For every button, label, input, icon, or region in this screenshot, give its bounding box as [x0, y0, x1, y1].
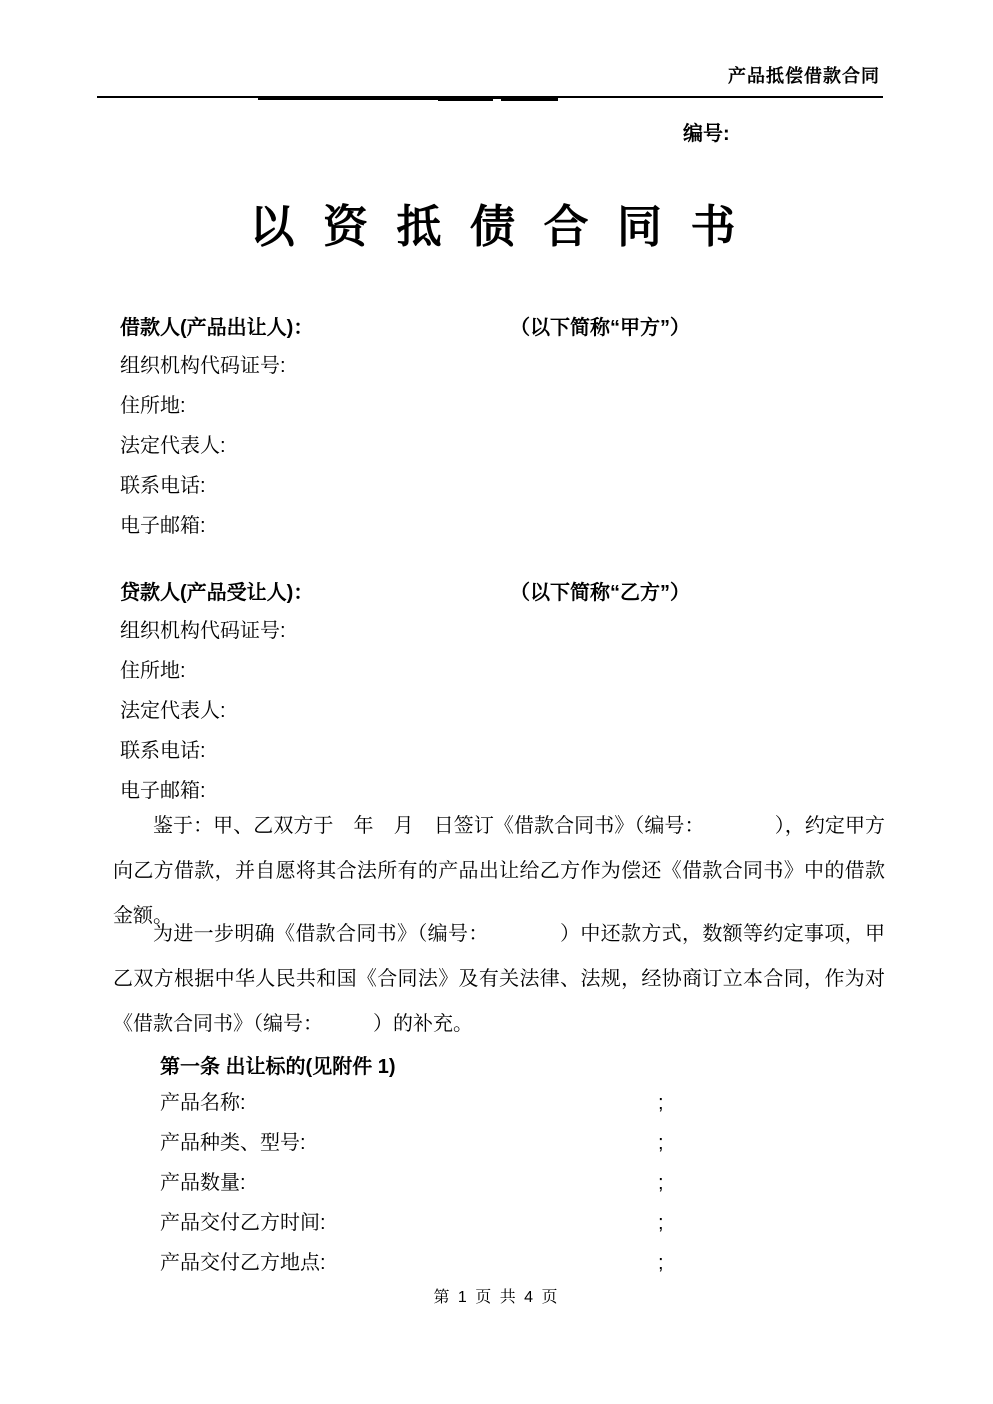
field-label: 法定代表人: [120, 435, 226, 457]
page-footer: 第 1 页 共 4 页 [433, 1289, 560, 1306]
clause-1-items [160, 1083, 760, 1283]
clause-item-label: 产品种类、型号: [160, 1132, 306, 1154]
document-number-label: 编号: [683, 123, 730, 145]
clause-item-semicolon: ; [658, 1132, 664, 1154]
document-title: 以 资 抵 债 合 同 书 [249, 201, 744, 252]
header-rule-gap [493, 99, 501, 102]
clause-item-label: 产品数量: [160, 1172, 246, 1194]
field-label: 电子邮箱: [120, 515, 206, 537]
party-b-label: 贷款人(产品受让人)： [120, 582, 314, 604]
party-a-label: 借款人(产品出让人)： [120, 317, 314, 339]
header-rule [97, 96, 883, 103]
field-label: 电子邮箱: [120, 780, 206, 802]
field-label: 法定代表人: [120, 700, 226, 722]
party-a-heading [120, 311, 890, 337]
clause-item-semicolon: ; [658, 1212, 664, 1234]
clause-item [160, 1203, 760, 1243]
page-header-title: 产品抵偿借款合同 [728, 66, 880, 86]
recital-paragraph: 鉴于：甲、乙双方于 年 月 日签订《借款合同书》（编号： ），约定甲方向乙方借款，并自愿将其合法所有的产品出让给乙方作为偿还《借款合同书》中的借款金额。 [113, 815, 885, 927]
clause-item-semicolon: ; [658, 1172, 664, 1194]
party-b-alias: （以下简称“乙方”） [510, 582, 690, 604]
clause-1-heading: 第一条 出让标的(见附件 1) [160, 1056, 396, 1078]
field-label: 住所地: [120, 395, 186, 417]
party-b-fields [120, 611, 720, 811]
clause-item-label: 产品交付乙方时间: [160, 1212, 326, 1234]
clause-item [160, 1243, 760, 1283]
party-a-fields [120, 346, 720, 546]
purpose-paragraph: 为进一步明确《借款合同书》（编号： ）中还款方式，数额等约定事项，甲乙双方根据中华人民共和国《合同法》及有关法律、法规，经协商订立本合同，作为对《借款合同书》（编号： ）的补充。 [113, 923, 885, 1035]
field-label: 组织机构代码证号: [120, 620, 286, 642]
clause-item [160, 1163, 760, 1203]
clause-item-semicolon: ; [658, 1092, 664, 1114]
clause-item [160, 1083, 760, 1123]
clause-item-semicolon: ; [658, 1252, 664, 1274]
clause-item-label: 产品交付乙方地点: [160, 1252, 326, 1274]
field-label: 联系电话: [120, 740, 206, 762]
field-label: 组织机构代码证号: [120, 355, 286, 377]
party-a-alias: （以下简称“甲方”） [510, 317, 690, 339]
field-label: 住所地: [120, 660, 186, 682]
clause-item [160, 1123, 760, 1163]
field-label: 联系电话: [120, 475, 206, 497]
party-b-heading [120, 576, 890, 602]
clause-item-label: 产品名称: [160, 1092, 246, 1114]
